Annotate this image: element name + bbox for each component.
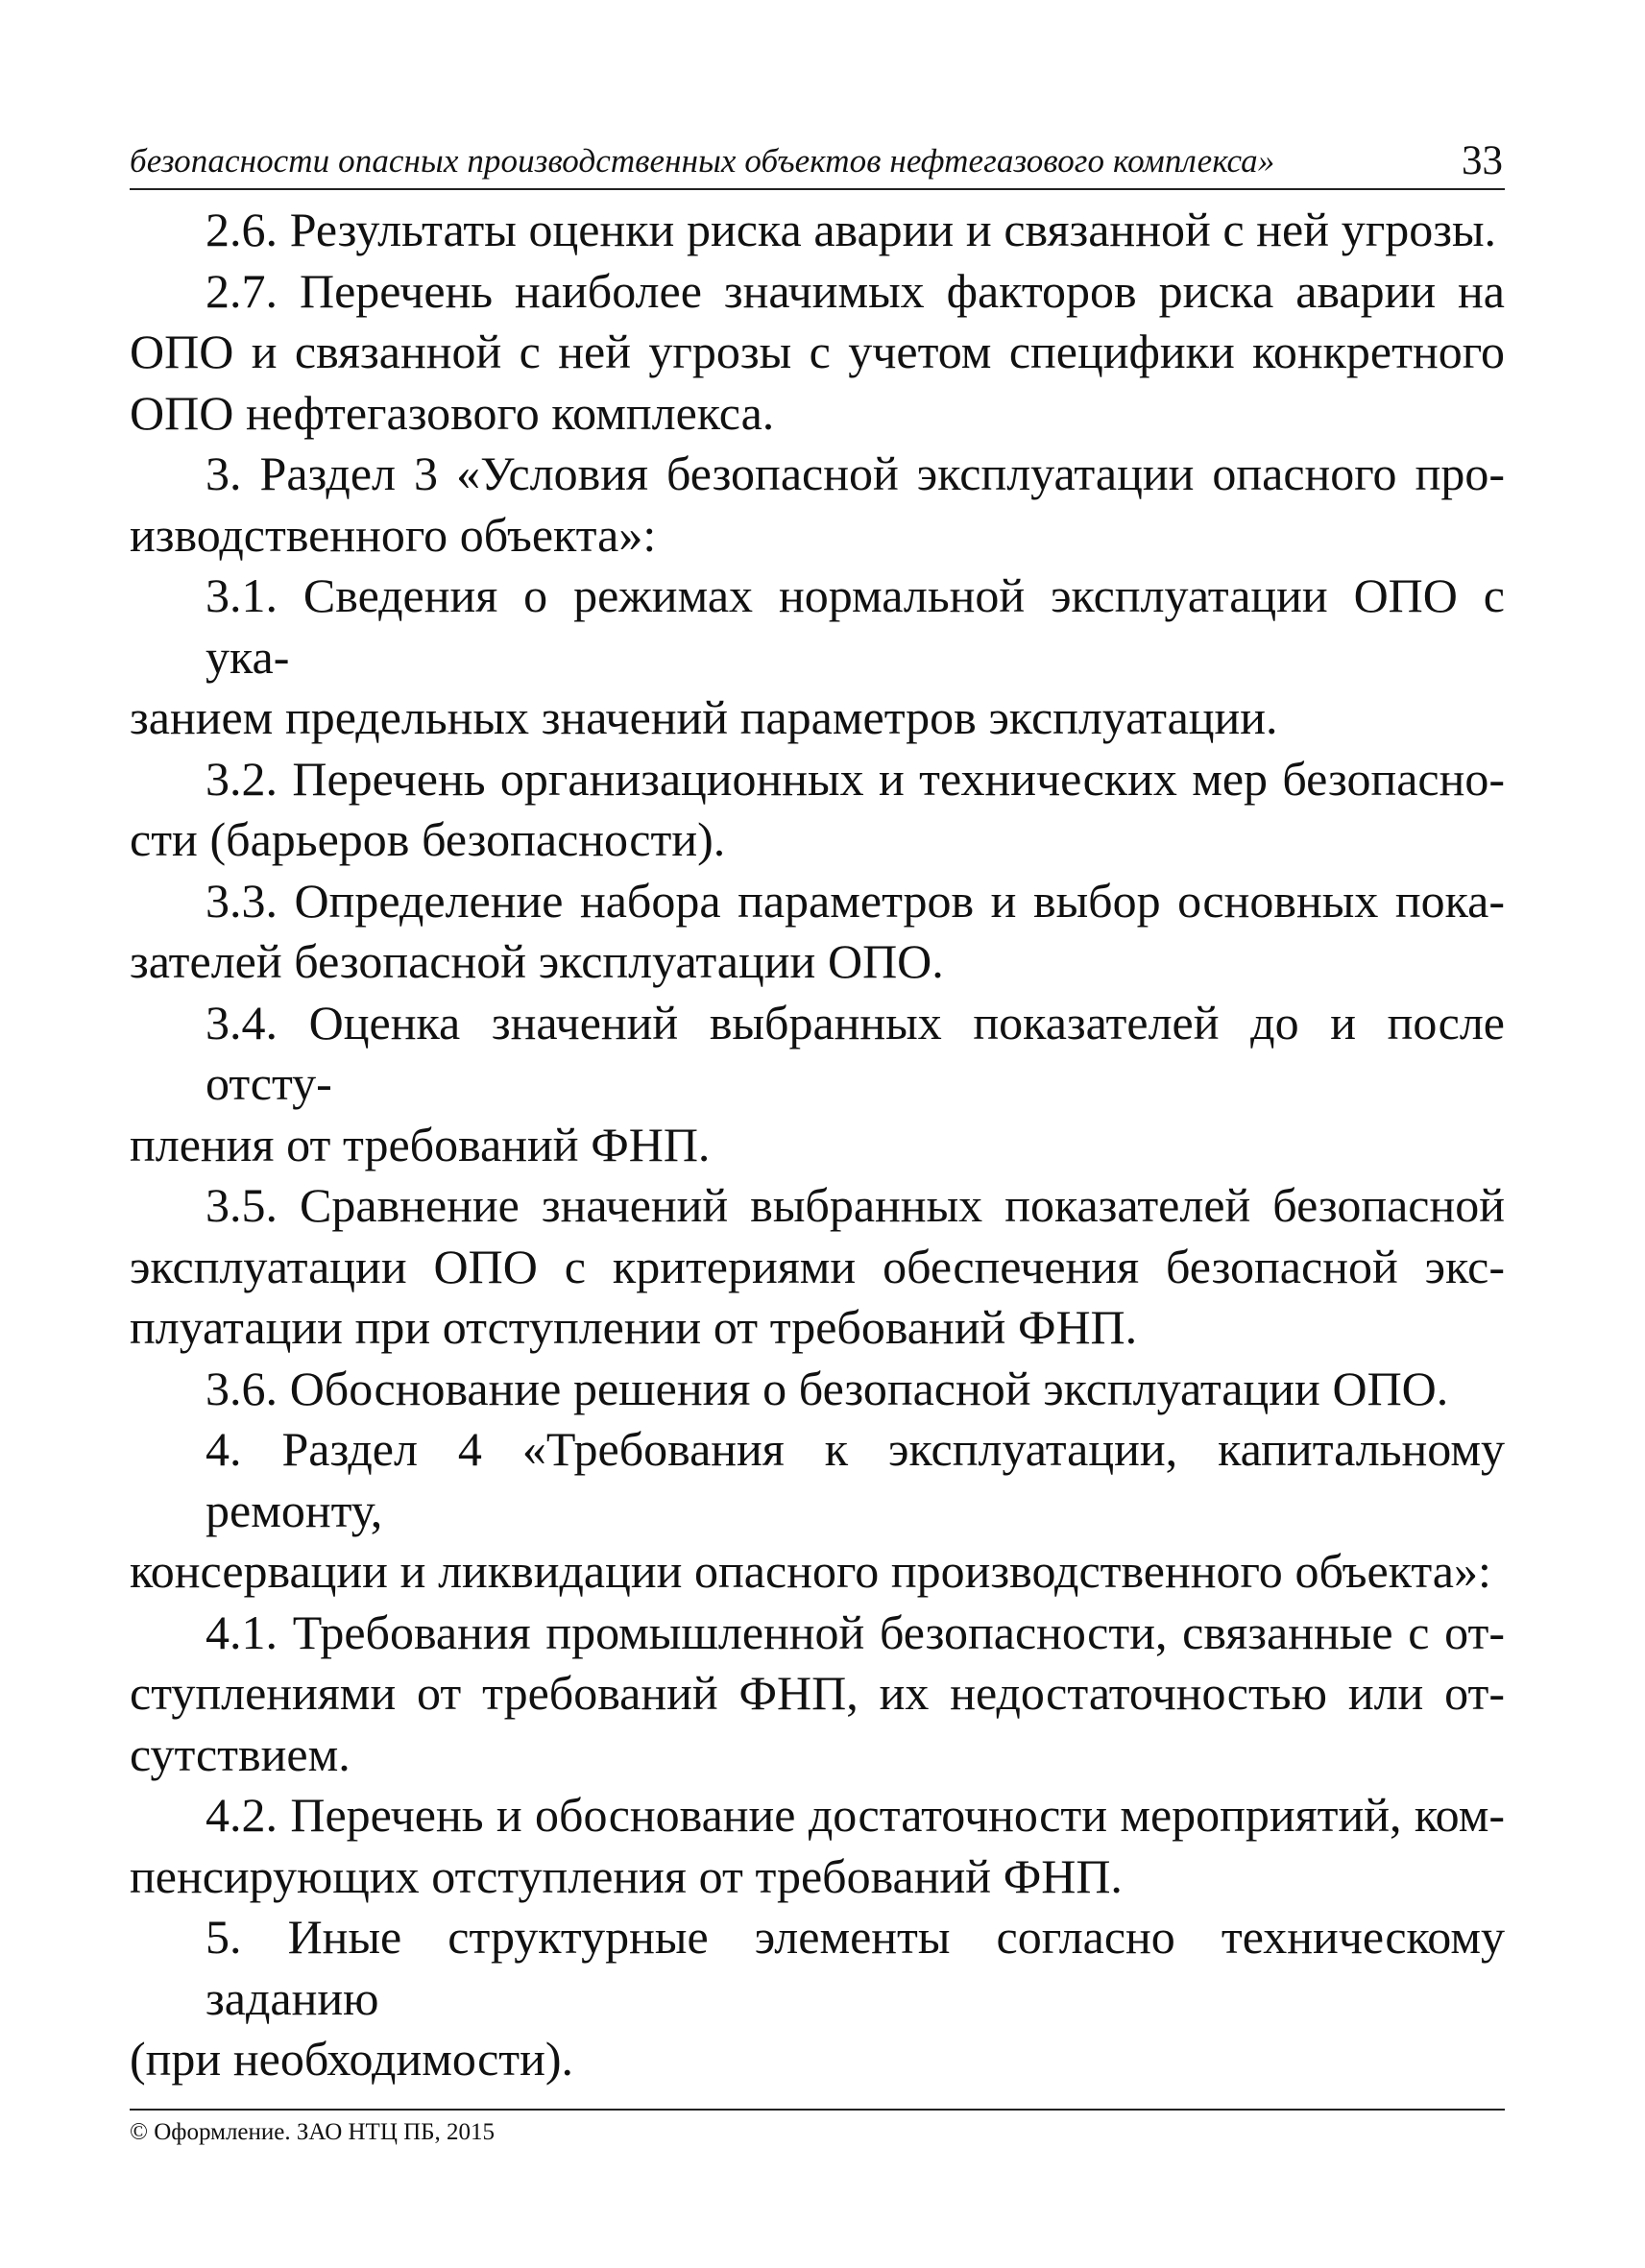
text-line: 4.1. Требования промышленной безопасности, связанные с от- [206,1604,1505,1659]
text-line: пления от требований ФНП. [130,1117,711,1171]
copyright-notice: © Оформление. ЗАО НТЦ ПБ, 2015 [130,2119,496,2145]
running-title: безопасности опасных производственных объектов нефтегазового комплекса» [130,142,1275,180]
text-line: 2.6. Результаты оценки риска аварии и связанной с ней угрозы. [206,203,1497,256]
text-line: пенсирующих отступления от требований ФНП. [130,1848,1123,1903]
body-text [130,200,1505,2090]
text-line: изводственного объекта»: [130,507,657,562]
paragraph-3-3 [130,871,1505,993]
text-line: занием предельных значений параметров эксплуатации. [130,690,1278,744]
text-line: плуатации при отступлении от требований ФНП. [130,1300,1138,1354]
footer-divider [130,2109,1505,2111]
text-line: 3. Раздел 3 «Условия безопасной эксплуатации опасного про- [206,446,1505,500]
paragraph-3-5 [130,1175,1505,1359]
paragraph-3 [130,444,1505,566]
text-line: 4. Раздел 4 «Требования к эксплуатации, капитальному ремонту, [206,1422,1505,1537]
text-line: 3.5. Сравнение значений выбранных показателей безопасной [206,1178,1505,1232]
paragraph-2-7 [130,261,1505,445]
text-line: 3.1. Сведения о режимах нормальной эксплуатации ОПО с ука- [206,568,1505,684]
paragraph-3-4 [130,993,1505,1176]
text-line: ОПО нефтегазового комплекса. [130,385,775,440]
paragraph-3-2 [130,749,1505,871]
paragraph-3-6 [130,1359,1505,1420]
text-line: 2.7. Перечень наиболее значимых факторов риска аварии на [206,263,1505,318]
paragraph-4-1 [130,1603,1505,1786]
text-line: 4.2. Перечень и обоснование достаточности мероприятий, ком- [206,1788,1505,1842]
text-line: ОПО и связанной с ней угрозы с учетом специфики конкретного [130,325,1505,378]
paragraph-4-2 [130,1785,1505,1907]
text-line: 5. Иные структурные элементы согласно техническому заданию [206,1910,1505,2025]
text-line: 3.4. Оценка значений выбранных показателей до и после отсту- [206,995,1505,1110]
page-number: 33 [1462,138,1503,183]
text-line: (при необходимости). [130,2032,574,2086]
paragraph-3-1 [130,566,1505,749]
text-line: эксплуатации ОПО с критериями обеспечения безопасной экс- [130,1239,1505,1293]
text-line: ступлениями от требований ФНП, их недостаточностью или от- [130,1666,1505,1720]
text-line: 3.2. Перечень организационных и технических мер безопасно- [206,751,1505,806]
text-line: сти (барьеров безопасности). [130,812,726,866]
text-line: сутствием. [130,1726,351,1781]
text-line: зателей безопасной эксплуатации ОПО. [130,934,944,988]
running-header [130,133,1505,190]
text-line: 3.6. Обоснование решения о безопасной эксплуатации ОПО. [206,1361,1449,1415]
text-line: 3.3. Определение набора параметров и выбор основных пока- [206,873,1505,928]
text-line: консервации и ликвидации опасного производственного объекта»: [130,1544,1491,1598]
paragraph-5 [130,1907,1505,2090]
paragraph-2-6 [130,200,1505,261]
paragraph-4 [130,1419,1505,1603]
